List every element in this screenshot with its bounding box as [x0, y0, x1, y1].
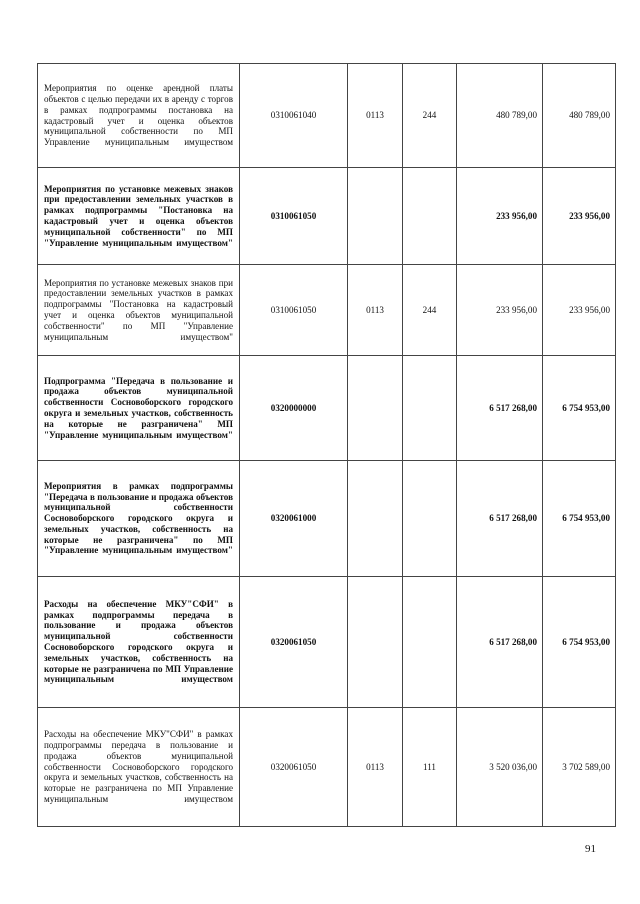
- row-sum-year-2: 233 956,00: [543, 265, 616, 356]
- row-sum-year-2: 6 754 953,00: [543, 577, 616, 708]
- row-expense-type-code: 244: [403, 64, 457, 168]
- row-expense-type-code: [403, 356, 457, 461]
- row-sum-year-1: 233 956,00: [457, 265, 543, 356]
- table-row: [38, 64, 616, 168]
- row-description: Мероприятия по оценке арендной платы объектов с целью передачи их в аренду с торгов в рамках подпрограммы постановка на кадастровый учет и оценка объектов муниципальной собственности по МП Управление муниципальным имуществом: [38, 64, 240, 168]
- row-target-article-code: 0310061050: [240, 168, 348, 265]
- table-row: [38, 168, 616, 265]
- row-section-code: [348, 356, 403, 461]
- row-sum-year-2: 233 956,00: [543, 168, 616, 265]
- row-target-article-code: 0320061050: [240, 708, 348, 827]
- row-sum-year-1: 6 517 268,00: [457, 356, 543, 461]
- table-row: [38, 265, 616, 356]
- row-section-code: 0113: [348, 708, 403, 827]
- row-expense-type-code: 244: [403, 265, 457, 356]
- row-sum-year-1: 6 517 268,00: [457, 577, 543, 708]
- table-row: [38, 356, 616, 461]
- row-expense-type-code: [403, 461, 457, 577]
- row-sum-year-1: 480 789,00: [457, 64, 543, 168]
- row-target-article-code: 0320061050: [240, 577, 348, 708]
- table-row: [38, 708, 616, 827]
- row-description: Мероприятия по установке межевых знаков при предоставлении земельных участков в рамках подпрограммы "Постановка на кадастровый учет и оценка объектов муниципальной собственности" по МП "Управление муниципальным имуществом": [38, 265, 240, 356]
- row-expense-type-code: [403, 168, 457, 265]
- row-description: Расходы на обеспечение МКУ"СФИ" в рамках подпрограммы передача в пользование и продажа объектов муниципальной собственности Сосновоборского городского округа и земельных участков, собственность на которые не разграничена по МП Управление муниципальным имуществом: [38, 577, 240, 708]
- row-section-code: 0113: [348, 64, 403, 168]
- row-section-code: [348, 168, 403, 265]
- budget-table-body: [38, 64, 616, 827]
- row-target-article-code: 0320000000: [240, 356, 348, 461]
- row-sum-year-2: 6 754 953,00: [543, 461, 616, 577]
- row-section-code: 0113: [348, 265, 403, 356]
- table-row: [38, 577, 616, 708]
- row-expense-type-code: [403, 577, 457, 708]
- row-description: Мероприятия по установке межевых знаков при предоставлении земельных участков в рамках подпрограммы "Постановка на кадастровый учет и оценка объектов муниципальной собственности" по МП "Управление муниципальным имуществом": [38, 168, 240, 265]
- row-sum-year-2: 6 754 953,00: [543, 356, 616, 461]
- row-sum-year-1: 6 517 268,00: [457, 461, 543, 577]
- budget-table: [37, 63, 616, 827]
- row-target-article-code: 0310061040: [240, 64, 348, 168]
- row-sum-year-2: 480 789,00: [543, 64, 616, 168]
- row-description: Расходы на обеспечение МКУ"СФИ" в рамках подпрограммы передача в пользование и продажа объектов муниципальной собственности Сосновоборского городского округа и земельных участков, собственность на которые не разграничена по МП Управление муниципальным имуществом: [38, 708, 240, 827]
- page-number: 91: [585, 843, 596, 855]
- row-section-code: [348, 461, 403, 577]
- row-target-article-code: 0310061050: [240, 265, 348, 356]
- row-description: Подпрограмма "Передача в пользование и продажа объектов муниципальной собственности Сосновоборского городского округа и земельных участков, собственность на которые не разграничена" МП "Управление муниципальным имуществом": [38, 356, 240, 461]
- row-section-code: [348, 577, 403, 708]
- table-row: [38, 461, 616, 577]
- row-expense-type-code: 111: [403, 708, 457, 827]
- row-sum-year-2: 3 702 589,00: [543, 708, 616, 827]
- row-description: Мероприятия в рамках подпрограммы "Передача в пользование и продажа объектов муниципальной собственности Сосновоборского городского округа и земельных участков, собственность на которые не разграничена" по МП "Управление муниципальным имуществом": [38, 461, 240, 577]
- row-sum-year-1: 233 956,00: [457, 168, 543, 265]
- row-sum-year-1: 3 520 036,00: [457, 708, 543, 827]
- row-target-article-code: 0320061000: [240, 461, 348, 577]
